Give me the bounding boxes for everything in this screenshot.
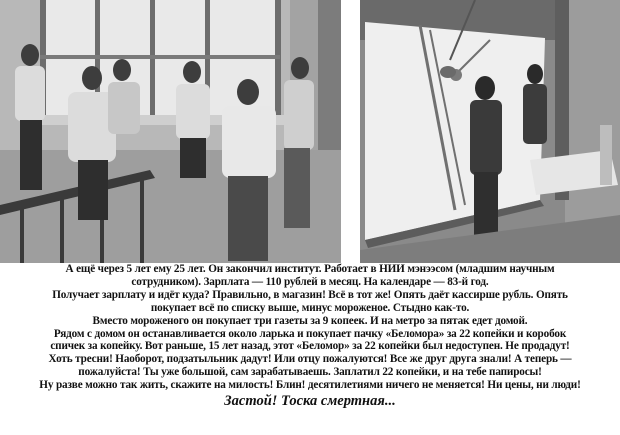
photo-drafting-board-graphic [360, 0, 620, 263]
caption-final: Застой! Тоска смертная... [224, 393, 396, 410]
caption-line: покупает всё по списку выше, минус мороженое. Стыдно как-то. [150, 301, 470, 314]
caption-line: Получает зарплату и идёт куда? Правильно, в магазин! Всё в тот же! Опять даёт кассирше рубль. Опять [52, 288, 568, 301]
photo-men-by-window-graphic [0, 0, 341, 263]
photo-men-by-window [0, 0, 341, 263]
photo-drafting-board [360, 0, 620, 263]
caption-line: спичек за копейку. Вот раньше, 15 лет назад, этот «Беломор» за 22 копейки был недоступен. Не продадут! [50, 340, 570, 353]
caption-line: Хоть тресни! Наоборот, подзатыльник дадут! Или отцу пожалуются! Все же друг друга знали! А теперь — [48, 353, 572, 366]
caption-line: пожалуйста! Ты уже большой, сам зарабатываешь. Заплатил 22 копейки, и на тебе папиросы! [78, 366, 542, 379]
caption-line: Рядом с домом он останавливается около ларька и покупает пачку «Беломора» за 22 копейки и коробок [53, 327, 567, 340]
caption-line: А ещё через 5 лет ему 25 лет. Он закончил институт. Работает в НИИ мэнээсом (младшим научным [65, 263, 555, 275]
caption-line: Вместо мороженого он покупает три газеты за 9 копеек. И на метро за пятак едет домой. [92, 314, 528, 327]
caption-line: Ну разве можно так жить, скажите на милость! Блин! десятилетиями ничего не меняется! Ни цены, ни люди! [39, 379, 581, 392]
caption-line: сотрудником). Зарплата — 110 рублей в месяц. На календаре — 83-й год. [131, 275, 489, 288]
caption [0, 263, 620, 410]
